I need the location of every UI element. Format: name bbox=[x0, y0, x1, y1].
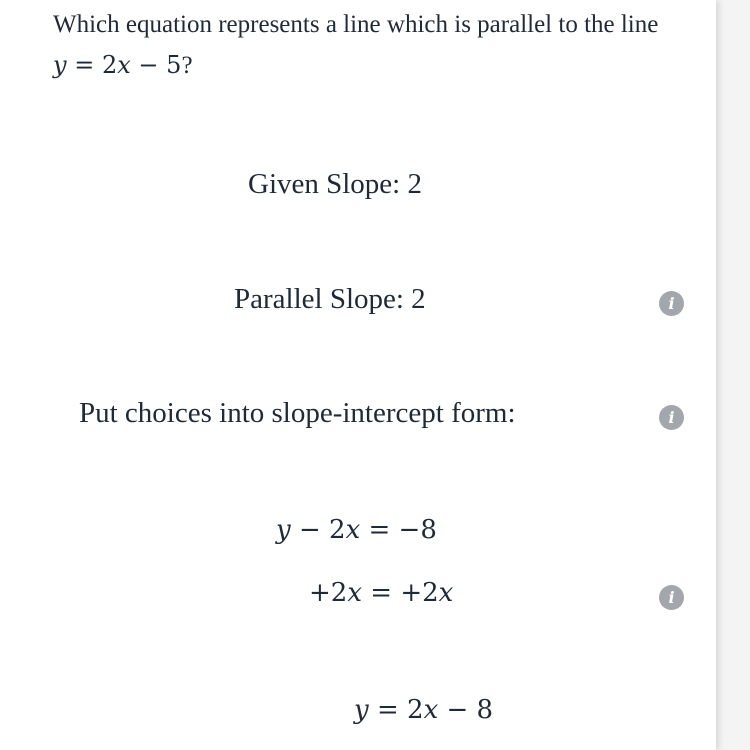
eq-equals: = bbox=[74, 51, 95, 79]
info-icon[interactable]: i bbox=[659, 291, 684, 316]
equation-step-3: y = 2x − 8 bbox=[354, 695, 494, 725]
equation-step-2: +2x = +2x bbox=[309, 578, 454, 608]
eq-const: 5 bbox=[166, 51, 182, 79]
info-icon[interactable]: i bbox=[659, 585, 684, 610]
put-choices-heading: Put choices into slope-intercept form: bbox=[79, 397, 516, 429]
eq-coef: 2 bbox=[101, 51, 118, 79]
eq-var-x: x bbox=[117, 51, 131, 79]
eq-var-y: y bbox=[53, 51, 67, 79]
question-text bbox=[53, 4, 673, 86]
given-slope: Given Slope: 2 bbox=[248, 168, 422, 200]
equation-step-1: y − 2x = −8 bbox=[276, 515, 437, 545]
info-icon[interactable]: i bbox=[659, 405, 684, 430]
parallel-slope: Parallel Slope: 2 bbox=[234, 283, 426, 315]
question-mark: ? bbox=[181, 52, 193, 79]
eq-minus: − bbox=[138, 51, 159, 79]
question-prefix: Which equation represents a line which is parallel to the line bbox=[53, 11, 659, 38]
question-equation bbox=[53, 51, 181, 79]
